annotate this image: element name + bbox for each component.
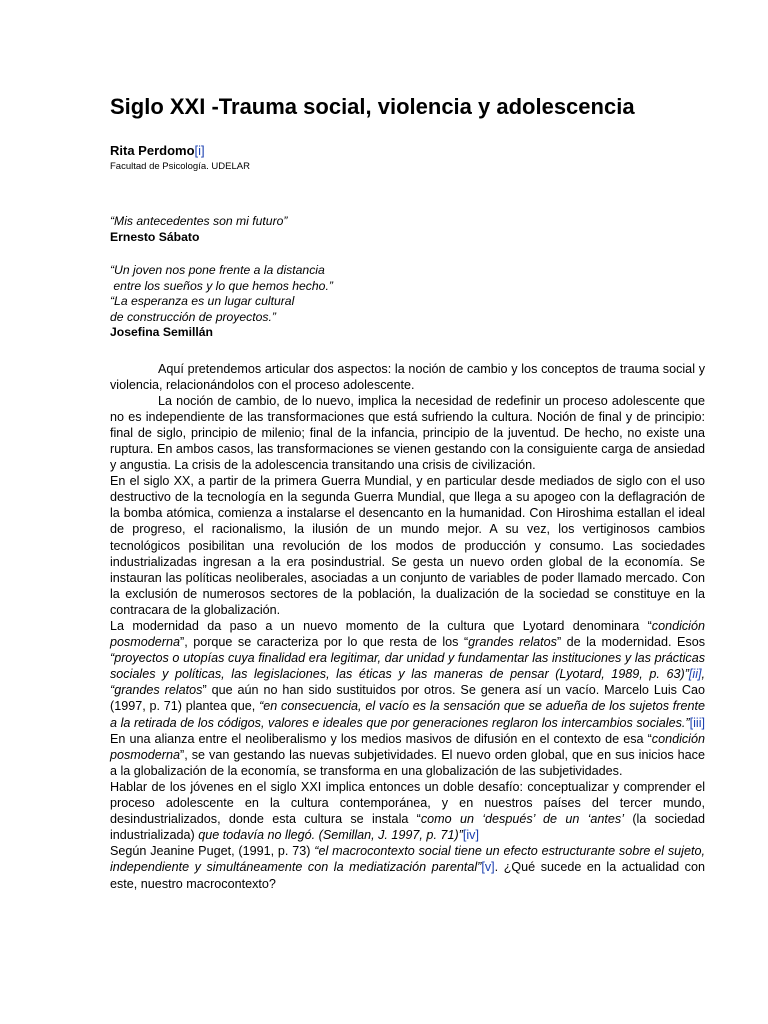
italic-text: condición posmoderna <box>110 619 705 650</box>
epigraph-line: “Un joven nos pone frente a la distancia <box>110 263 325 277</box>
epigraph-line: “La esperanza es un lugar cultural <box>110 294 295 308</box>
body-text <box>110 361 705 892</box>
italic-text: que todavía no llegó. (Semillan, J. 1997, p. 71)” <box>198 828 463 843</box>
text-run: En el siglo XX, a partir de la primera Guerra Mundial, y en particular desde mediados de siglo con el uso destructivo de la tecnología en la segunda Guerra Mundial, que llega a su apogeo con la deflagración de la bomba atómica, comienza a instalarse el desencanto en la humanidad. Con Hiroshima estallan el ideal de progreso, el racionalismo, la ilusión de un mundo mejor. A su vez, los vertiginosos cambios tecnológicos posibilitan una revolución de los modos de producción y consumo. Las sociedades industrializadas ingresan a la era posindustrial. Se gesta un nuevo orden global de la economía. Se instauran las políticas neoliberales, asociadas a un conjunto de variables de poder llamado mercado. Con la exclusión de numerosos sectores de la población, la dualización de la sociedad se constituye en la contracara de la globalización. <box>110 474 705 617</box>
italic-text: “proyectos o utopías cuya finalidad era legitimar, dar unidad y fundamentar las instituciones y las prácticas sociales y políticas, las legislaciones, las éticas y las maneras de pensar (Lyotard, 1989, p. 63)” <box>110 651 705 682</box>
body-paragraph <box>110 393 705 473</box>
body-paragraph <box>110 361 705 393</box>
text-run: La noción de cambio, de lo nuevo, implica la necesidad de redefinir un proceso adolescente que no es independiente de las transformaciones que está sufriendo la cultura. Noción de final y de principio: final de siglo, principio de milenio; final de la infancia, principio de la juventud. De hecho, no existe una ruptura. En ambos casos, las transformaciones se vienen gestando con la consiguiente carga de ansiedad y angustia. La crisis de la adolescencia transitando una crisis de civilización. <box>110 393 705 473</box>
text-run: (la sociedad industrializada) <box>110 812 706 843</box>
body-paragraph <box>110 843 705 891</box>
italic-text: “el macrocontexto social tiene un efecto estructurante sobre el sujeto, independiente y simultáneamente con la mediatización parental” <box>110 844 705 875</box>
text-run: . ¿Qué sucede en la actualidad con este, nuestro macrocontexto? <box>110 860 705 891</box>
italic-text: como un ‘después’ de un ‘antes’ <box>420 812 625 827</box>
text-run: Hablar de los jóvenes en el siglo XXI implica entonces un doble desafío: conceptualizar y comprender el proceso adolescente en la cultura contemporánea, y en nuestros países del tercer mundo, desindustrializados, donde esta cultura se instala “ <box>110 779 705 827</box>
epigraph-line: “Mis antecedentes son mi futuro” <box>110 214 288 228</box>
text-run: ”, se van gestando las nuevas subjetividades. El nuevo orden global, que en sus inicios hace a la globalización de la economía, se transforma en una globalización de las subjetividades. <box>110 747 705 778</box>
italic-text: grandes relatos <box>114 683 203 698</box>
epigraph-1 <box>110 214 705 245</box>
document-content <box>110 92 705 892</box>
footnote-link[interactable]: [v] <box>481 860 495 875</box>
author-footnote-link[interactable]: [i] <box>194 143 205 158</box>
author-name: Rita Perdomo <box>110 143 195 158</box>
epigraph-line: entre los sueños y lo que hemos hecho.” <box>110 278 333 293</box>
epigraph-2 <box>110 263 705 341</box>
footnote-link[interactable]: [ii] <box>688 667 702 682</box>
text-run: ” de la modernidad. Esos <box>556 635 706 650</box>
text-run: Aquí pretendemos articular dos aspectos: la noción de cambio y los conceptos de trauma social y violencia, relacionándolos con el proceso adolescente. <box>110 361 705 392</box>
author-line <box>110 143 705 159</box>
footnote-link[interactable]: [iv] <box>462 828 479 843</box>
document-title: Siglo XXI -Trauma social, violencia y adolescencia <box>110 94 635 119</box>
italic-text: condición posmoderna <box>110 731 705 762</box>
text-run: Según Jeanine Puget, (1991, p. 73) <box>110 844 315 859</box>
text-run: En una alianza entre el neoliberalismo y los medios masivos de difusión en el contexto de esa “ <box>110 731 652 746</box>
body-paragraph <box>110 473 705 618</box>
italic-text: , “ <box>110 667 705 698</box>
text-run: La modernidad da paso a un nuevo momento de la cultura que Lyotard denominara “ <box>110 619 652 633</box>
epigraph-line: de construcción de proyectos.” <box>110 309 276 324</box>
author-affiliation: Facultad de Psicología. UDELAR <box>110 161 250 172</box>
footnote-link[interactable]: [iii] <box>689 715 705 730</box>
epigraph-author: Ernesto Sábato <box>110 229 200 244</box>
body-paragraph <box>110 779 705 843</box>
epigraph-author: Josefina Semillán <box>110 325 213 339</box>
italic-text: grandes relatos <box>468 635 557 650</box>
text-run: ”, porque se caracteriza por lo que resta de los “ <box>180 635 469 650</box>
body-paragraph <box>110 618 705 779</box>
text-run: ” que aún no han sido sustituidos por otros. Se genera así un vacío. Marcelo Luis Cao (1997, p. 71) plantea que, <box>110 683 705 714</box>
italic-text: “en consecuencia, el vacío es la sensación que se adueña de los sujetos frente a la retirada de los códigos, valores e ideales que por generaciones reglaron los intercambios sociales.” <box>110 699 705 730</box>
